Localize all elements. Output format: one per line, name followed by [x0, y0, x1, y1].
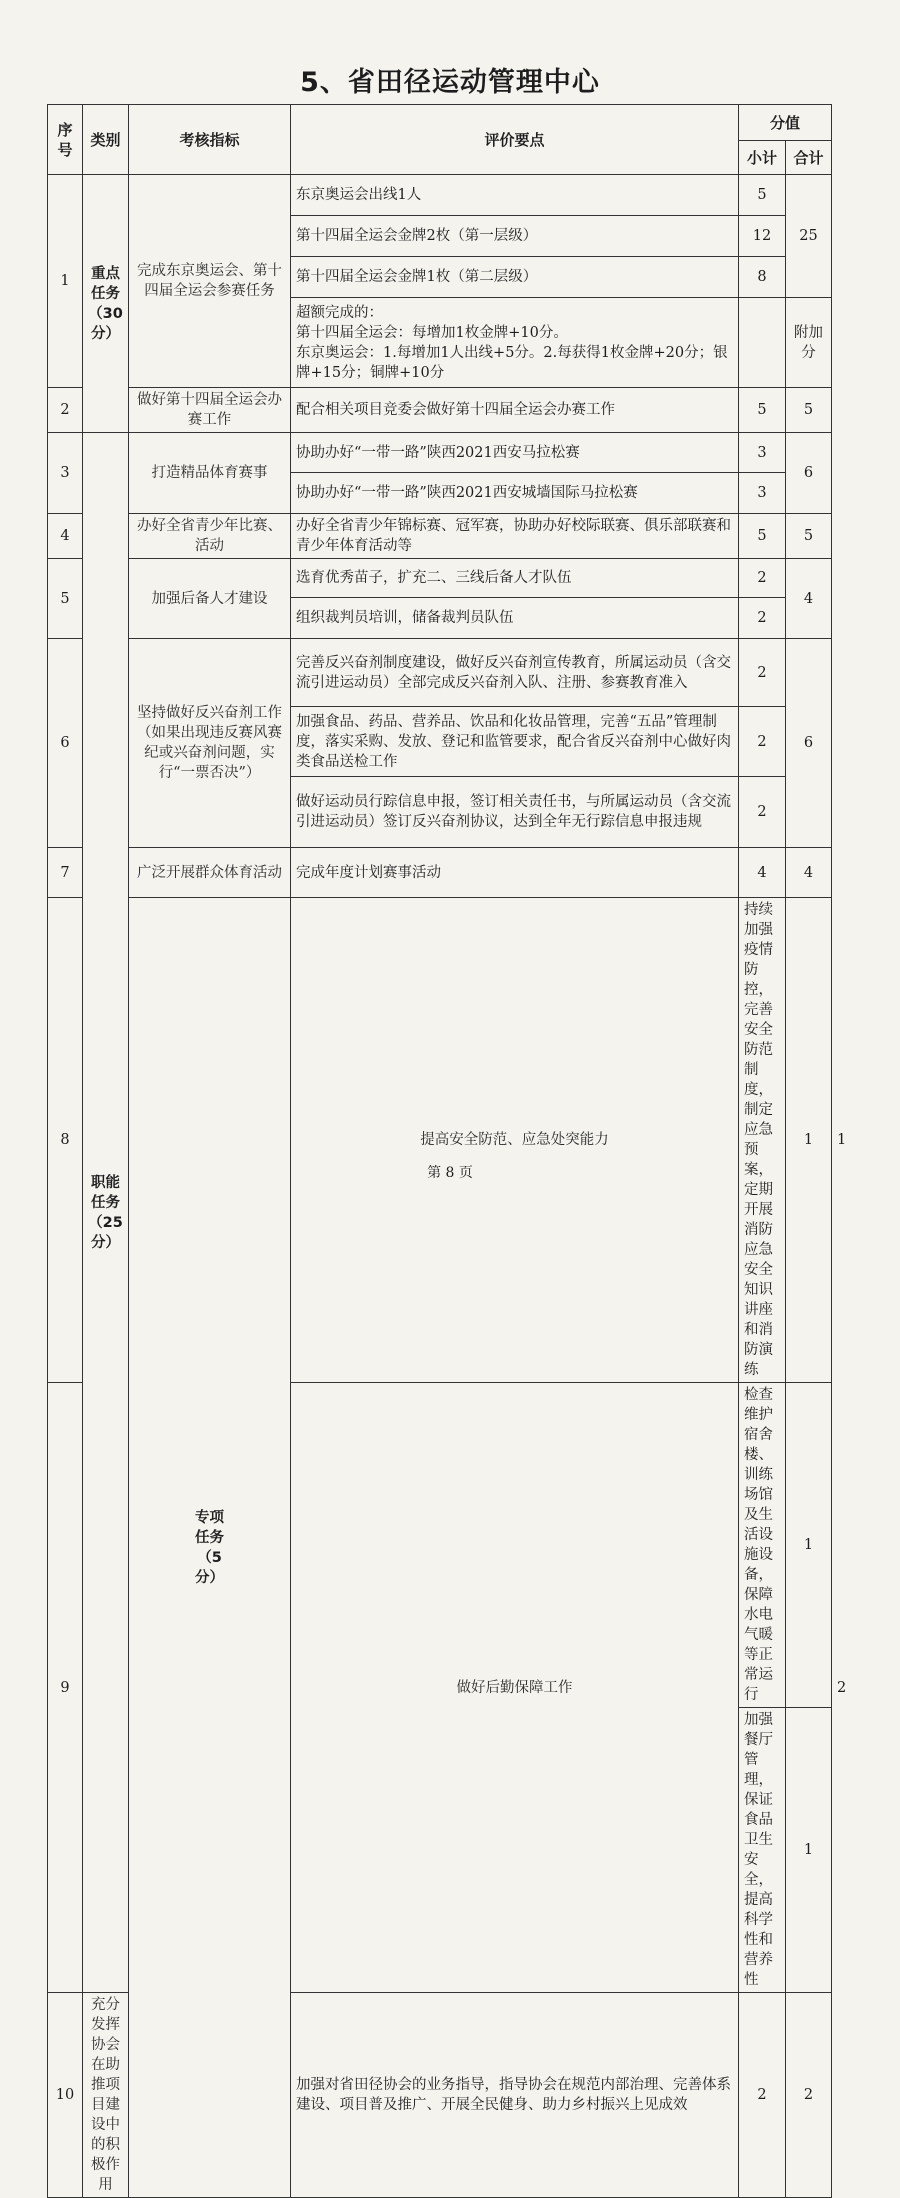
page-title: 5、省田径运动管理中心	[300, 67, 600, 98]
point-cell: 做好运动员行踪信息申报，签订相关责任书，与所属运动员（含交流引进运动员）签订反兴奋剂协议，达到全年无行踪信息申报违规	[291, 777, 739, 848]
table-row: 9 做好后勤保障工作 检查维护宿舍楼、训练场馆及生活设施设备，保障水电气暖等正常运行 1 2	[48, 1383, 832, 1708]
total-cell: 4	[786, 848, 832, 898]
indicator-cell: 充分发挥协会在助推项目建设中的积极作用	[83, 1993, 129, 2198]
indicator-cell: 加强后备人才建设	[129, 559, 291, 639]
seq-cell: 8	[48, 898, 83, 1383]
point-cell: 办好全省青少年锦标赛、冠军赛，协助办好校际联赛、俱乐部联赛和青少年体育活动等	[291, 514, 739, 559]
total-cell: 6	[786, 433, 832, 514]
total-cell: 2	[786, 1993, 832, 2198]
subtotal-cell: 2	[739, 559, 786, 598]
subtotal-cell: 5	[739, 514, 786, 559]
assessment-table	[47, 104, 847, 2198]
header-points: 评价要点	[291, 105, 739, 175]
subtotal-cell: 5	[739, 388, 786, 433]
header-score: 分值	[739, 105, 832, 141]
table-row	[48, 559, 832, 598]
point-cell: 组织裁判员培训，储备裁判员队伍	[291, 598, 739, 639]
point-cell: 检查维护宿舍楼、训练场馆及生活设施设备，保障水电气暖等正常运行	[739, 1383, 786, 1708]
point-cell: 选育优秀苗子，扩充二、三线后备人才队伍	[291, 559, 739, 598]
seq-cell: 5	[48, 559, 83, 639]
subtotal-cell: 3	[739, 473, 786, 514]
point-cell: 加强对省田径协会的业务指导，指导协会在规范内部治理、完善体系建设、项目普及推广、开展全民健身、助力乡村振兴上见成效	[291, 1993, 739, 2198]
header-total: 合计	[786, 141, 832, 175]
indicator-cell: 做好后勤保障工作	[291, 1383, 739, 1993]
seq-cell: 10	[48, 1993, 83, 2198]
table-row	[48, 514, 832, 559]
seq-cell: 4	[48, 514, 83, 559]
seq-cell: 3	[48, 433, 83, 514]
subtotal-cell: 8	[739, 257, 786, 298]
subtotal-cell: 4	[739, 848, 786, 898]
table-row	[48, 388, 832, 433]
table-row	[48, 175, 832, 216]
seq-cell: 7	[48, 848, 83, 898]
bonus-point-cell: 超额完成的： 第十四届全运会：每增加1枚金牌+10分。 东京奥运会：1.每增加1人出线+5分。2.每获得1枚金牌+20分；银牌+15分；铜牌+10分	[291, 298, 739, 388]
table-row	[48, 433, 832, 473]
table-row	[48, 848, 832, 898]
point-cell: 第十四届全运会金牌1枚（第二层级）	[291, 257, 739, 298]
header-seq: 序号	[48, 105, 83, 175]
subtotal-cell: 2	[739, 598, 786, 639]
subtotal-cell: 12	[739, 216, 786, 257]
subtotal-cell: 2	[739, 639, 786, 707]
point-cell: 加强食品、药品、营养品、饮品和化妆品管理，完善“五品”管理制度，落实采购、发放、登记和监管要求，配合省反兴奋剂中心做好肉类食品送检工作	[291, 707, 739, 777]
indicator-cell: 打造精品体育赛事	[129, 433, 291, 514]
header-indicator: 考核指标	[129, 105, 291, 175]
point-cell: 完成年度计划赛事活动	[291, 848, 739, 898]
point-cell: 协助办好“一带一路”陕西2021西安马拉松赛	[291, 433, 739, 473]
indicator-cell: 办好全省青少年比赛、活动	[129, 514, 291, 559]
seq-cell: 1	[48, 175, 83, 388]
point-cell: 东京奥运会出线1人	[291, 175, 739, 216]
point-cell: 第十四届全运会金牌2枚（第一层级）	[291, 216, 739, 257]
table-row: 8 专项 任务 （5 分） 提高安全防范、应急处突能力 持续加强疫情防控，完善安全防范制度，制定应急预案，定期开展消防应急安全知识讲座和消防演练 1 1	[48, 898, 832, 1383]
total-cell: 6	[786, 639, 832, 848]
seq-cell: 6	[48, 639, 83, 848]
subtotal-cell: 5	[739, 175, 786, 216]
page-number: 第 8 页	[427, 1165, 473, 1181]
indicator-cell: 完成东京奥运会、第十四届全运会参赛任务	[129, 175, 291, 388]
bonus-total-cell: 附加分	[786, 298, 832, 388]
subtotal-cell	[739, 298, 786, 388]
subtotal-cell: 2	[739, 1993, 786, 2198]
total-cell: 25	[786, 175, 832, 298]
indicator-cell: 提高安全防范、应急处突能力	[291, 898, 739, 1383]
point-cell: 配合相关项目竞委会做好第十四届全运会办赛工作	[291, 388, 739, 433]
total-cell: 4	[786, 559, 832, 639]
subtotal-cell: 1	[786, 898, 832, 1383]
header-subtotal: 小计	[739, 141, 786, 175]
point-cell: 持续加强疫情防控，完善安全防范制度，制定应急预案，定期开展消防应急安全知识讲座和消防演练	[739, 898, 786, 1383]
total-cell: 5	[786, 514, 832, 559]
subtotal-cell: 2	[739, 777, 786, 848]
indicator-cell: 做好第十四届全运会办赛工作	[129, 388, 291, 433]
point-cell: 协助办好“一带一路”陕西2021西安城墙国际马拉松赛	[291, 473, 739, 514]
table-row	[48, 639, 832, 707]
subtotal-cell: 1	[786, 1708, 832, 1993]
subtotal-cell: 3	[739, 433, 786, 473]
point-cell: 完善反兴奋剂制度建设，做好反兴奋剂宣传教育，所属运动员（含交流引进运动员）全部完成反兴奋剂入队、注册、参赛教育准入	[291, 639, 739, 707]
header-category: 类别	[83, 105, 129, 175]
indicator-cell: 坚持做好反兴奋剂工作（如果出现违反赛风赛纪或兴奋剂问题，实行“一票否决”）	[129, 639, 291, 848]
seq-cell: 9	[48, 1383, 83, 1993]
seq-cell: 2	[48, 388, 83, 433]
subtotal-cell: 2	[739, 707, 786, 777]
total-cell: 5	[786, 388, 832, 433]
point-cell: 加强餐厅管理，保证食品卫生安全，提高科学性和营养性	[739, 1708, 786, 1993]
category-key-tasks: 重点 任务 （30 分）	[83, 175, 129, 433]
indicator-cell: 广泛开展群众体育活动	[129, 848, 291, 898]
category-function-tasks: 职能 任务 （25 分）	[83, 433, 129, 1993]
category-special-tasks: 专项 任务 （5 分）	[129, 898, 291, 2198]
subtotal-cell: 1	[786, 1383, 832, 1708]
